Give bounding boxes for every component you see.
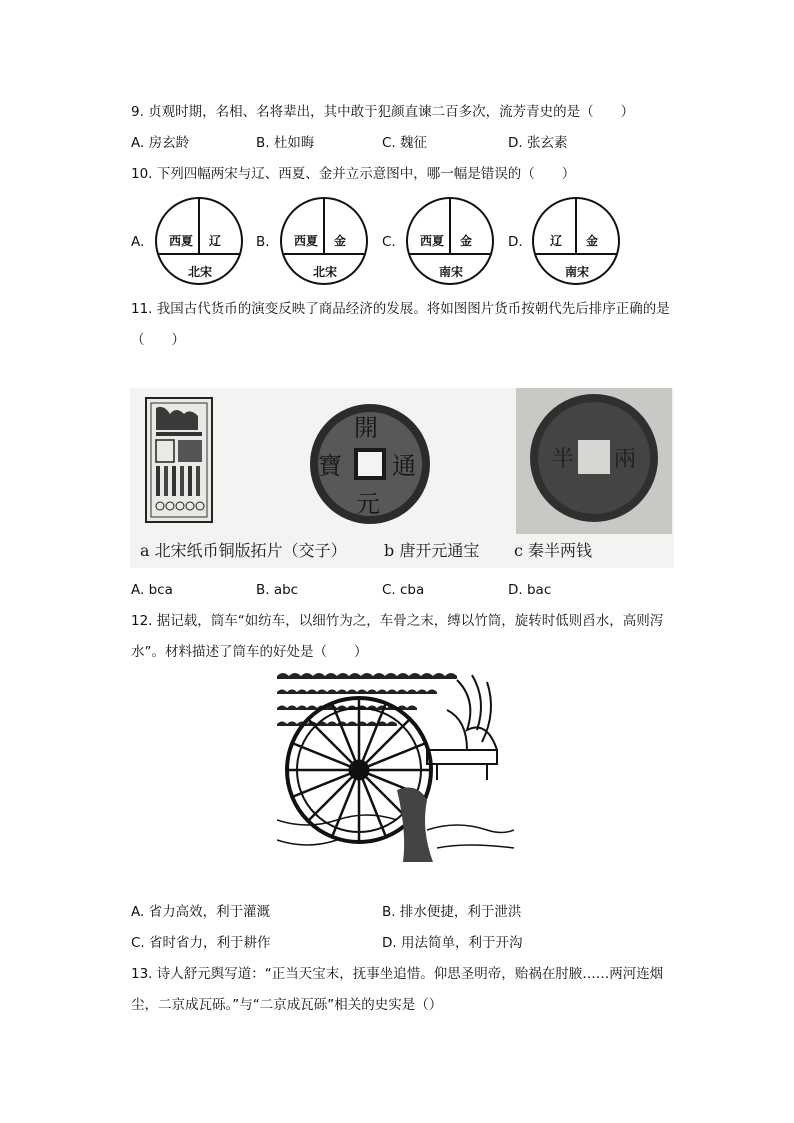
q12-option-a[interactable]: A. 省力高效，利于灌溉 <box>131 904 271 920</box>
q9-option-b[interactable]: B. 杜如晦 <box>256 135 315 151</box>
water-wheel-illustration <box>277 670 514 862</box>
q10-option-b-label[interactable]: B. <box>256 234 270 250</box>
q9-stem: 9. 贞观时期，名相、名将辈出，其中敢于犯颜直谏二百多次，流芳青史的是（ ） <box>131 104 635 120</box>
q10-d-left: 辽 <box>550 234 563 248</box>
q10-b-bottom: 北宋 <box>313 265 338 279</box>
q10-diagram-row <box>0 195 794 287</box>
q10-option-d-label[interactable]: D. <box>508 234 523 250</box>
q10-b-right: 金 <box>334 234 347 248</box>
coin-b-char-top: 開 <box>354 414 378 442</box>
q10-option-c-label[interactable]: C. <box>382 234 396 250</box>
q10-a-right: 辽 <box>209 234 222 248</box>
q10-b-left: 西夏 <box>294 234 319 248</box>
coin-c-char-left: 兩 <box>614 447 637 472</box>
jiaozi-banknote-image <box>144 396 214 524</box>
q11-stem-line1: 11. 我国古代货币的演变反映了商品经济的发展。将如图图片货币按朝代先后排序正确的是 <box>131 301 670 317</box>
q9-option-c[interactable]: C. 魏征 <box>382 135 428 151</box>
q9-option-d[interactable]: D. 张玄素 <box>508 135 568 151</box>
coin-b-char-right: 通 <box>392 452 416 480</box>
banliang-coin-image <box>516 388 672 534</box>
coin-c-char-right: 半 <box>552 447 575 472</box>
q12-option-c[interactable]: C. 省时省力，利于耕作 <box>131 935 271 951</box>
q11-stem-line2: （ ） <box>131 332 185 348</box>
caption-c: c 秦半两钱 <box>514 541 593 560</box>
q10-c-left: 西夏 <box>420 234 445 248</box>
q10-stem: 10. 下列四幅两宋与辽、西夏、金并立示意图中，哪一幅是错误的（ ） <box>131 166 576 182</box>
q10-diagram-d[interactable] <box>532 197 620 285</box>
q12-stem-line2: 水”。材料描述了筒车的好处是（ ） <box>131 644 368 660</box>
coin-b-char-bottom: 元 <box>356 490 380 518</box>
q10-diagram-b[interactable] <box>280 197 368 285</box>
q12-option-d[interactable]: D. 用法简单，利于开沟 <box>382 935 523 951</box>
q10-option-a-label[interactable]: A. <box>131 234 145 250</box>
q12-stem-line1: 12. 据记载，筒车“如纺车，以细竹为之，车骨之末，缚以竹筒，旋转时低则舀水，高则泻 <box>131 613 664 629</box>
q11-option-a[interactable]: A. bca <box>131 582 173 598</box>
q10-d-right: 金 <box>586 234 599 248</box>
q13-stem-line2: 尘，二京成瓦砾。”与“二京成瓦砾”相关的史实是（） <box>131 997 443 1013</box>
q12-option-b[interactable]: B. 排水便捷，利于泄洪 <box>382 904 522 920</box>
q10-a-bottom: 北宋 <box>188 265 213 279</box>
kaiyuan-coin-image <box>308 402 432 526</box>
caption-b: b 唐开元通宝 <box>384 541 480 560</box>
q11-option-c[interactable]: C. cba <box>382 582 425 598</box>
caption-a: a 北宋纸币铜版拓片（交子） <box>140 541 347 560</box>
q11-option-d[interactable]: D. bac <box>508 582 552 598</box>
q10-d-bottom: 南宋 <box>565 265 590 279</box>
q9-option-a[interactable]: A. 房玄龄 <box>131 135 190 151</box>
q10-diagram-a[interactable] <box>155 197 243 285</box>
coin-b-char-left: 寶 <box>318 452 342 480</box>
q10-diagram-c[interactable] <box>406 197 494 285</box>
q11-option-b[interactable]: B. abc <box>256 582 299 598</box>
q10-c-right: 金 <box>460 234 473 248</box>
q13-stem-line1: 13. 诗人舒元舆写道：“正当天宝末，抚事坐追惜。仰思圣明帝，贻祸在肘腋……两河连烟 <box>131 966 664 982</box>
currency-photo <box>130 388 674 568</box>
q10-c-bottom: 南宋 <box>439 265 464 279</box>
q10-a-left: 西夏 <box>169 234 194 248</box>
